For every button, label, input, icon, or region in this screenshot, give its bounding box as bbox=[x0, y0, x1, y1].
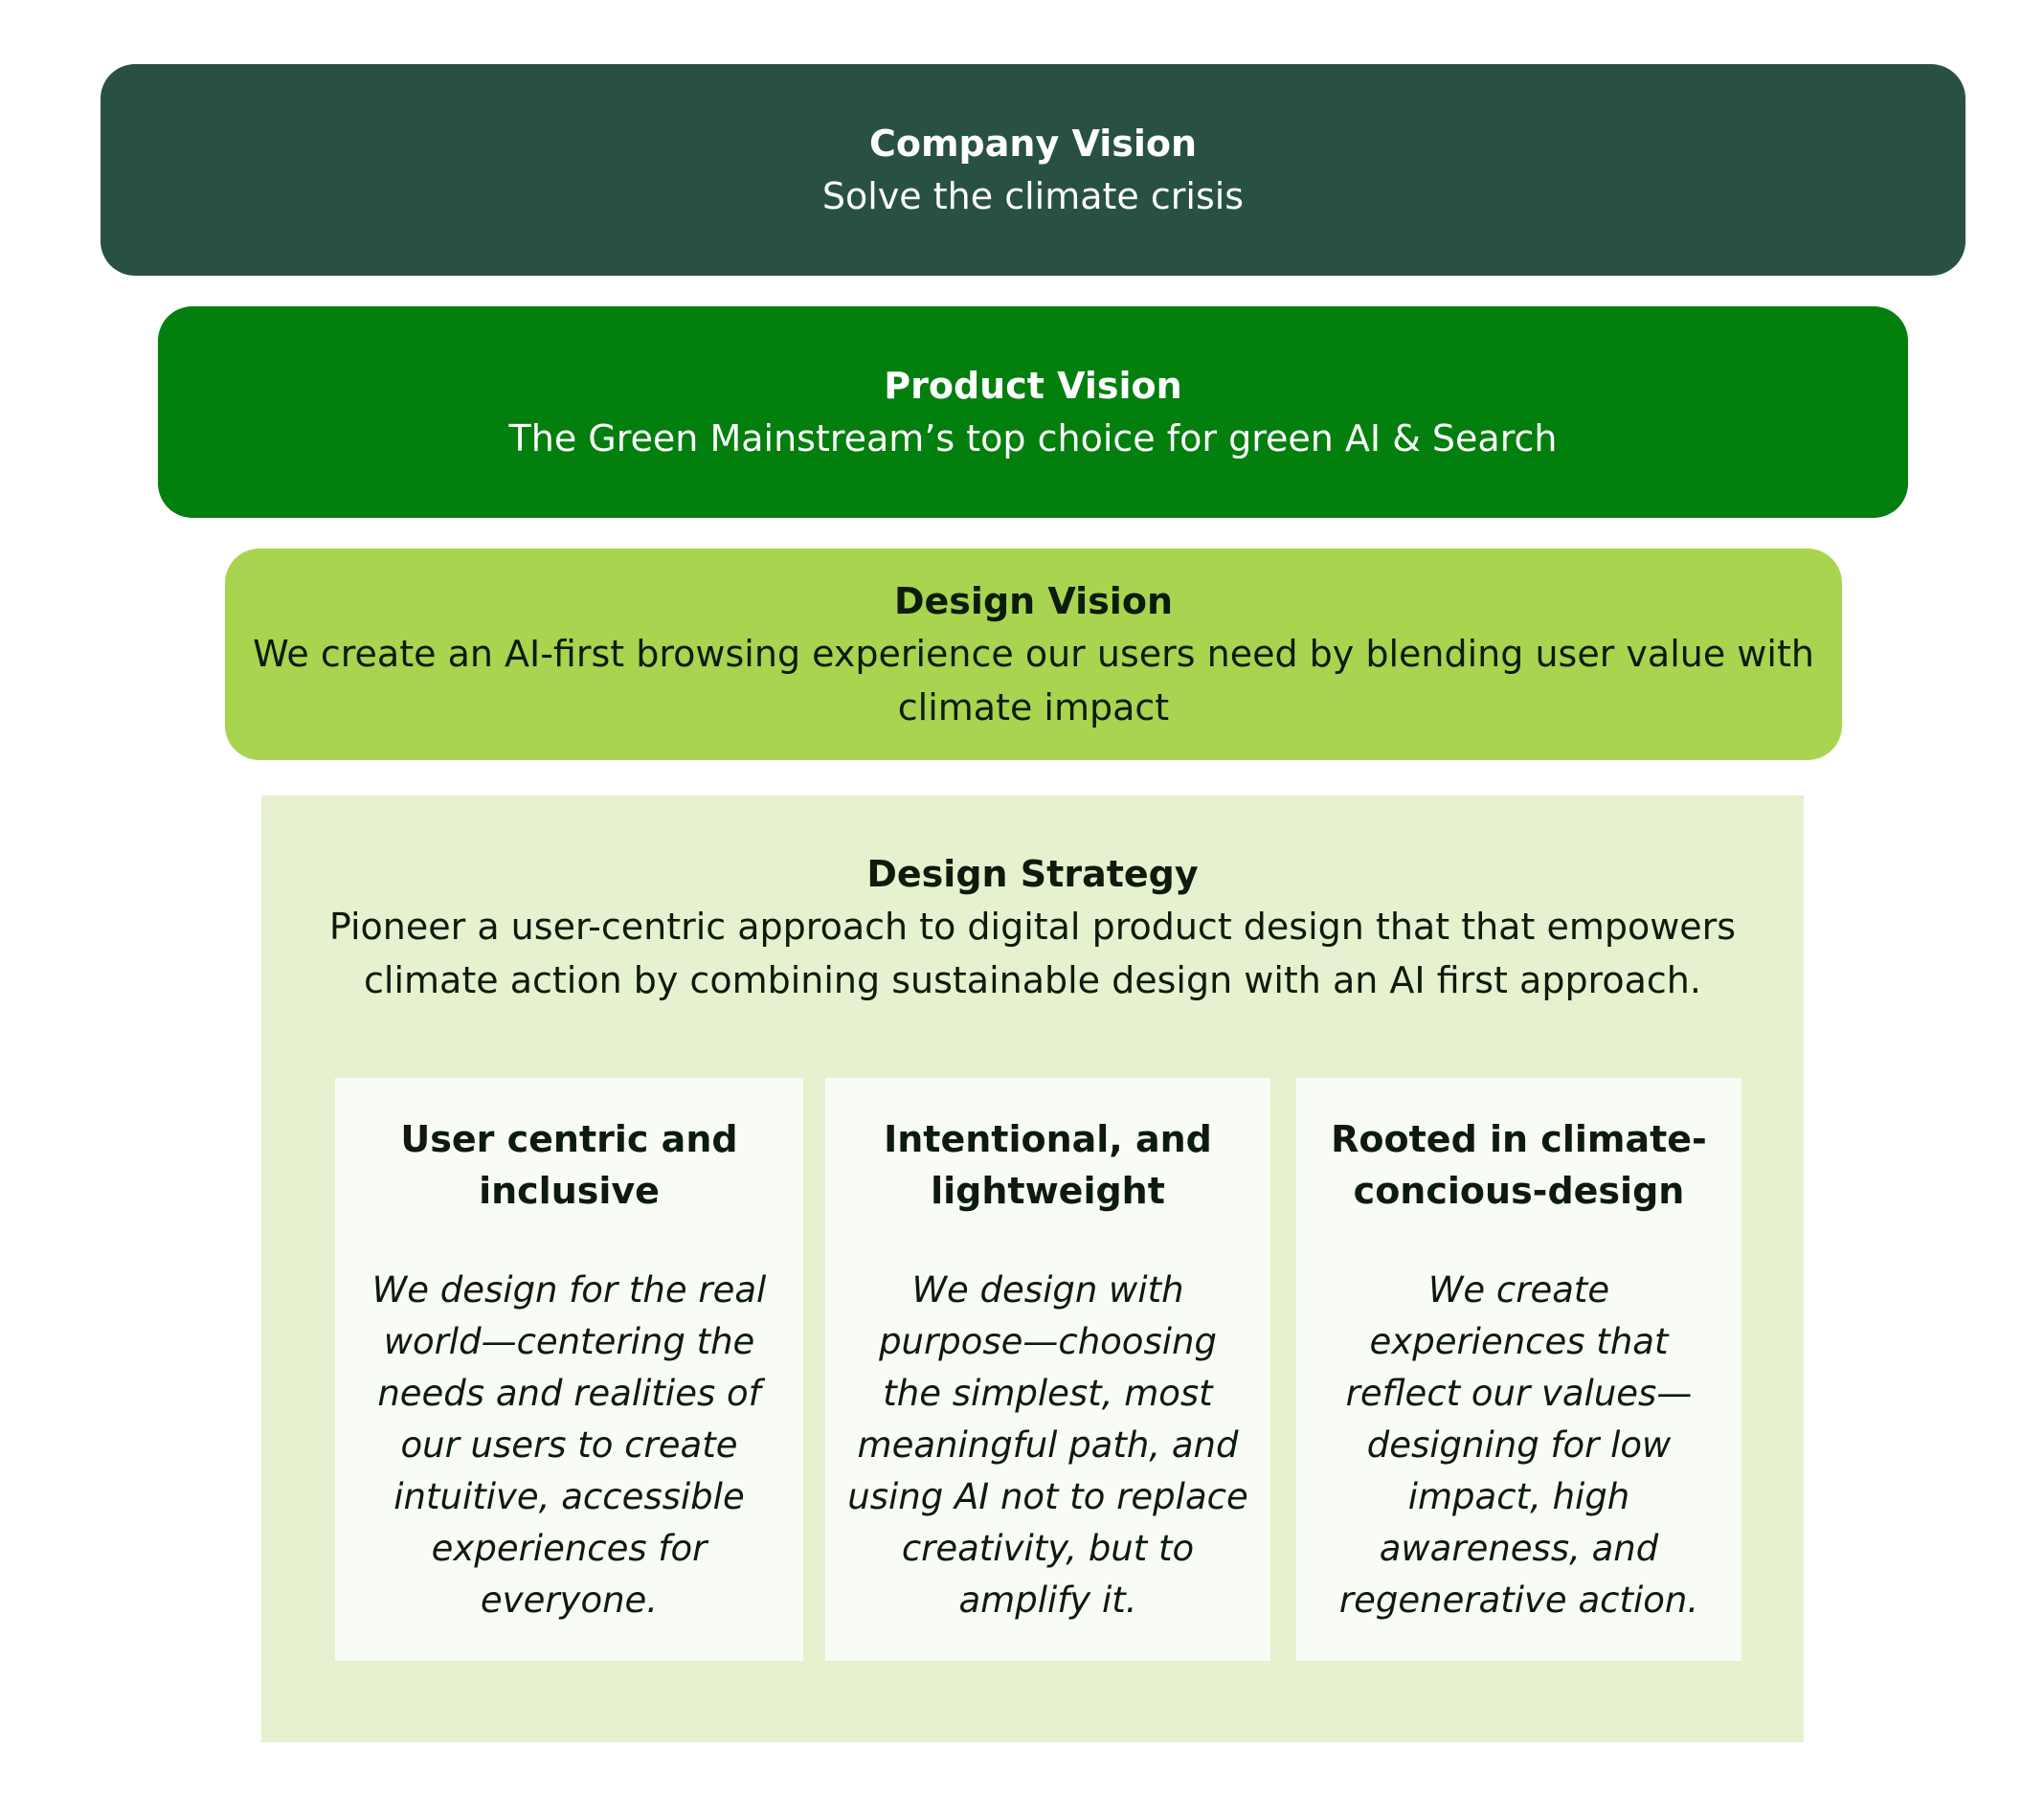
design-strategy-header bbox=[261, 848, 1804, 1007]
principle-card-intentional bbox=[825, 1078, 1270, 1661]
design-vision-text: We create an AI-first browsing experience our users need by blending user value with climate impact bbox=[253, 632, 1814, 728]
product-vision-title: Product Vision bbox=[884, 364, 1182, 407]
company-vision-title: Company Vision bbox=[868, 122, 1198, 165]
design-strategy-title: Design Strategy bbox=[866, 853, 1199, 895]
principle-card-climate bbox=[1296, 1078, 1741, 1661]
principle-title: Intentional, and lightweight bbox=[884, 1117, 1212, 1212]
principle-title: Rooted in climate-concious-design bbox=[1331, 1117, 1707, 1212]
company-vision-box bbox=[101, 64, 1965, 276]
design-vision-title: Design Vision bbox=[893, 579, 1173, 622]
design-strategy-panel bbox=[261, 796, 1804, 1742]
design-strategy-text: Pioneer a user-centric approach to digital product design that that empowers climate action by combining sustainable design with an AI first approach. bbox=[328, 906, 1737, 1001]
principle-title: User centric and inclusive bbox=[400, 1117, 738, 1212]
principle-text: We design with purpose—choosing the simplest, most meaningful path, and using AI not to replace creativity, but to amplify it. bbox=[847, 1268, 1248, 1621]
design-vision-box bbox=[225, 549, 1842, 760]
principle-text: We design for the real world—centering the needs and realities of our users to create intuitive, accessible experiences for everyone. bbox=[371, 1268, 767, 1621]
principle-text: We create experiences that reflect our values—designing for low impact, high awareness, and regenerative action. bbox=[1338, 1268, 1699, 1621]
company-vision-text: Solve the climate crisis bbox=[821, 174, 1245, 217]
product-vision-text: The Green Mainstream’s top choice for green AI & Search bbox=[508, 416, 1558, 459]
principle-card-user-centric bbox=[335, 1078, 803, 1661]
product-vision-box bbox=[158, 306, 1908, 518]
